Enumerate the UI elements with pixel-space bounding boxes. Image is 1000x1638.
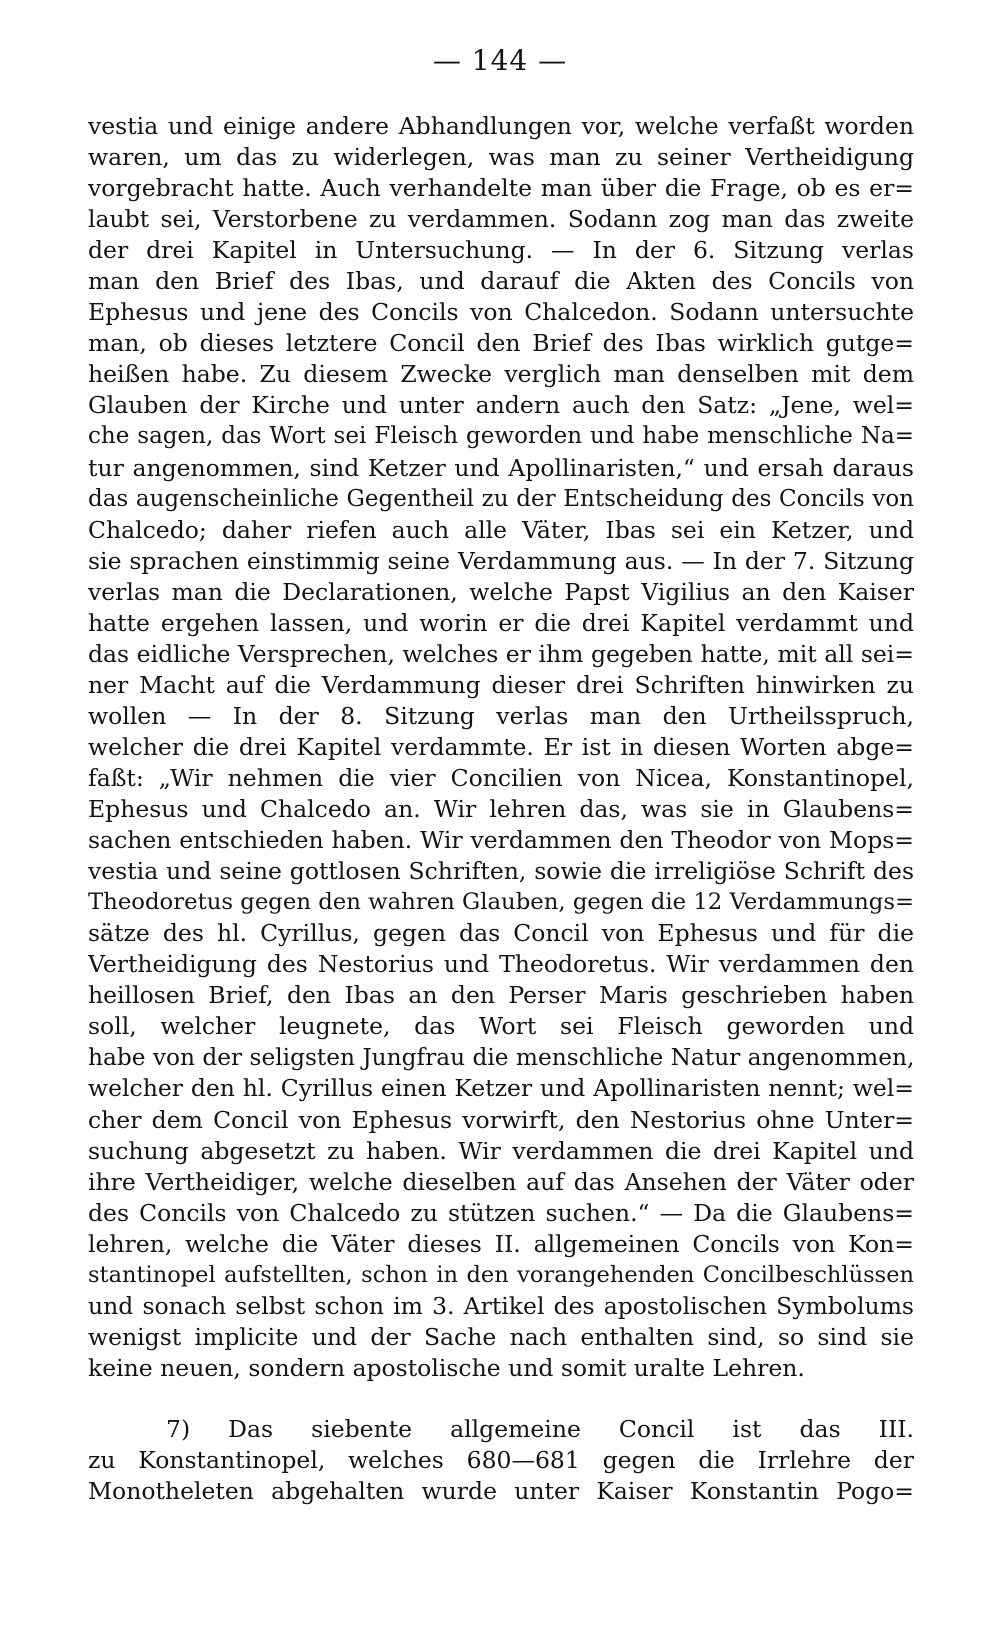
text-line: che sagen, das Wort sei Fleisch geworden und habe menschliche Na=: [88, 423, 914, 450]
text-line: des Concils von Chalcedo zu stützen suchen.“ — Da die Glaubens=: [88, 1198, 914, 1227]
text-line: sie sprachen einstimmig seine Verdammung aus. — In der 7. Sitzung: [88, 546, 914, 575]
text-line: Glauben der Kirche und unter andern auch den Satz: „Jene, wel=: [88, 391, 914, 420]
text-line: suchung abgesetzt zu haben. Wir verdammen die drei Kapitel und: [88, 1136, 914, 1165]
text-line: laubt sei, Verstorbene zu verdammen. Sodann zog man das zweite: [88, 205, 914, 234]
text-line: waren, um das zu widerlegen, was man zu seiner Vertheidigung: [88, 143, 914, 172]
text-line: und sonach selbst schon im 3. Artikel des apostolischen Symbolums: [88, 1291, 914, 1320]
text-line: das augenscheinliche Gegentheil zu der Entscheidung des Concils von: [88, 485, 914, 512]
section-seven-paragraph: [88, 1414, 914, 1507]
text-line: der drei Kapitel in Untersuchung. — In der 6. Sitzung verlas: [88, 236, 914, 265]
text-line: Ephesus und Chalcedo an. Wir lehren das, was sie in Glaubens=: [88, 795, 914, 824]
text-line: ihre Vertheidiger, welche dieselben auf das Ansehen der Väter oder: [88, 1167, 914, 1196]
text-line: man, ob dieses letztere Concil den Brief des Ibas wirklich gutge=: [88, 329, 914, 358]
text-line: verlas man die Declarationen, welche Papst Vigilius an den Kaiser: [88, 577, 914, 606]
text-line: heißen habe. Zu diesem Zwecke verglich man denselben mit dem: [88, 360, 914, 389]
text-line: keine neuen, sondern apostolische und somit uralte Lehren.: [88, 1353, 805, 1382]
text-line: habe von der seligsten Jungfrau die menschliche Natur angenommen,: [88, 1044, 914, 1072]
text-line: ner Macht auf die Verdammung dieser drei Schriften hinwirken zu: [88, 670, 914, 699]
text-line: tur angenommen, sind Ketzer und Apollinaristen,“ und ersah daraus: [88, 453, 914, 482]
text-line: sätze des hl. Cyrillus, gegen das Concil von Ephesus und für die: [88, 919, 914, 948]
text-line: Monotheleten abgehalten wurde unter Kaiser Konstantin Pogo=: [88, 1477, 914, 1506]
section-heading-line: 7) Das siebente allgemeine Concil ist das III.: [166, 1415, 914, 1443]
text-line: Vertheidigung des Nestorius und Theodoretus. Wir verdammen den: [88, 950, 914, 979]
text-line: soll, welcher leugnete, das Wort sei Fleisch geworden und: [88, 1012, 914, 1041]
text-line: welcher die drei Kapitel verdammte. Er ist in diesen Worten abge=: [88, 732, 914, 761]
text-line: Chalcedo; daher riefen auch alle Väter, Ibas sei ein Ketzer, und: [88, 515, 914, 544]
text-line: man den Brief des Ibas, und darauf die Akten des Concils von: [88, 267, 914, 296]
text-line: das eidliche Versprechen, welches er ihm gegeben hatte, mit all sei=: [88, 639, 914, 668]
text-line: sachen entschieden haben. Wir verdammen den Theodor von Mops=: [88, 826, 914, 855]
text-line: stantinopel aufstellten, schon in den vorangehenden Concilbeschlüssen: [88, 1261, 914, 1288]
text-line: cher dem Concil von Ephesus vorwirft, den Nestorius ohne Unter=: [88, 1105, 914, 1134]
page-number: — 144 —: [432, 44, 568, 77]
text-line: hatte ergehen lassen, und worin er die drei Kapitel verdammt und: [88, 608, 914, 637]
text-line: welcher den hl. Cyrillus einen Ketzer und Apollinaristen nennt; wel=: [88, 1074, 914, 1103]
text-line: vestia und seine gottlosen Schriften, sowie die irreligiöse Schrift des: [88, 857, 914, 886]
text-line: heillosen Brief, den Ibas an den Perser Maris geschrieben haben: [88, 981, 914, 1010]
text-line: vorgebracht hatte. Auch verhandelte man über die Frage, ob es er=: [88, 174, 914, 203]
text-line: Theodoretus gegen den wahren Glauben, gegen die 12 Verdammungs=: [88, 889, 914, 916]
text-line: Ephesus und jene des Concils von Chalcedon. Sodann untersuchte: [88, 298, 914, 327]
text-line: vestia und einige andere Abhandlungen vor, welche verfaßt worden: [88, 112, 914, 140]
text-line: wollen — In der 8. Sitzung verlas man den Urtheilsspruch,: [88, 701, 914, 730]
text-line: lehren, welche die Väter dieses II. allgemeinen Concils von Kon=: [88, 1229, 914, 1258]
text-line: wenigst implicite und der Sache nach enthalten sind, so sind sie: [88, 1322, 914, 1351]
text-line: zu Konstantinopel, welches 680—681 gegen die Irrlehre der: [88, 1446, 914, 1475]
paragraph-continuation: [88, 111, 914, 1384]
text-line: faßt: „Wir nehmen die vier Concilien von Nicea, Konstantinopel,: [88, 763, 914, 792]
